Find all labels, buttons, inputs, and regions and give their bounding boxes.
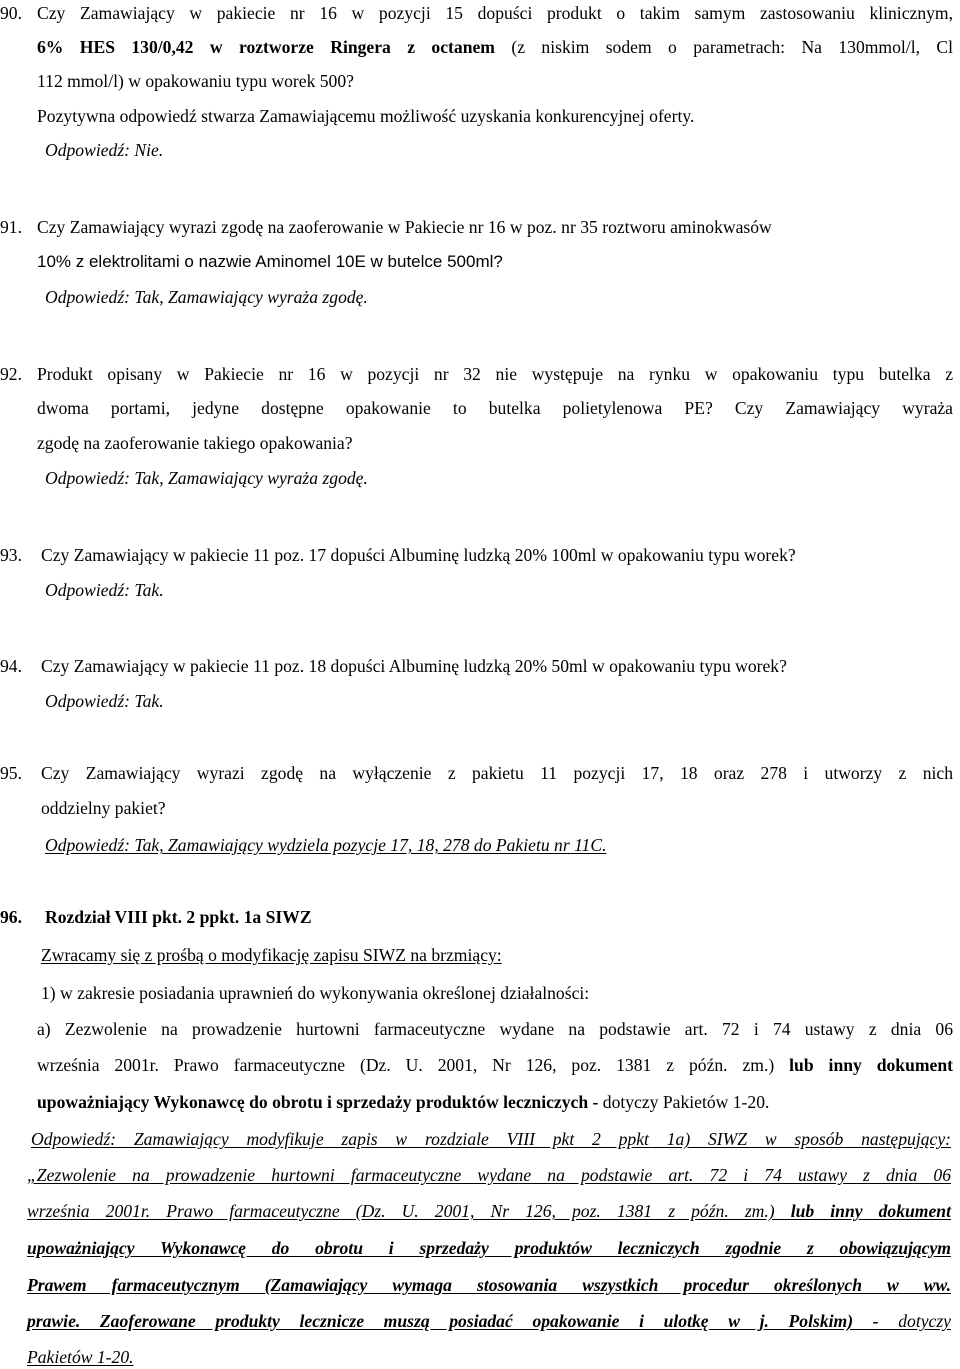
question-92-line-2: dwoma portami, jedyne dostępne opakowanie to butelka polietylenowa PE? Czy Zamawiający wyraża	[37, 398, 953, 418]
question-90-line-2-rest: (z niskim sodem o parametrach: Na 130mmol/l, Cl	[494, 37, 954, 57]
a-line-2-bold: lub inny dokument	[789, 1055, 953, 1075]
answer-95: Odpowiedź: Tak, Zamawiający wydziela pozycje 17, 18, 278 do Pakietu nr 11C.	[45, 835, 607, 855]
question-90-line-1: Czy Zamawiający w pakiecie nr 16 w pozycji 15 dopuści produkt o takim samym zastosowaniu klinicznym,	[37, 3, 953, 23]
answer-96-line-2: „Zezwolenie na prowadzenie hurtowni farmaceutyczne wydane na podstawie art. 72 i 74 ustawy z dnia 06	[27, 1165, 951, 1185]
question-92-line-1: Produkt opisany w Pakiecie nr 16 w pozycji nr 32 nie występuje na rynku w opakowaniu typu butelka z	[37, 364, 953, 384]
question-96-a-line-1: a) Zezwolenie na prowadzenie hurtowni farmaceutyczne wydane na podstawie art. 72 i 74 ustawy z dnia 06	[37, 1019, 953, 1039]
question-number-91: 91.	[0, 217, 22, 237]
answer-96-line-4: upoważniający Wykonawcę do obrotu i sprzedaży produktów leczniczych zgodnie z obowiązującym	[27, 1238, 951, 1258]
question-number-96: 96.	[0, 907, 22, 927]
question-94-line-1: Czy Zamawiający w pakiecie 11 poz. 18 dopuści Albuminę ludzką 20% 50ml w opakowaniu typu worek?	[41, 656, 787, 676]
question-90-line-3: 112 mmol/l) w opakowaniu typu worek 500?	[37, 71, 354, 91]
question-91-line-2: 10% z elektrolitami o nazwie Aminomel 10E w butelce 500ml?	[37, 252, 503, 271]
question-96-request: Zwracamy się z prośbą o modyfikację zapisu SIWZ na brzmiący:	[41, 945, 502, 965]
question-number-90: 90.	[0, 3, 22, 23]
answer-96-line-3	[27, 1201, 951, 1222]
answer-93: Odpowiedź: Tak.	[45, 580, 164, 600]
question-number-92: 92.	[0, 364, 22, 384]
answer-96-line-6	[27, 1311, 951, 1332]
question-95-line-1: Czy Zamawiający wyrazi zgodę na wyłączenie z pakietu 11 pozycji 17, 18 oraz 278 i utworzy z nich	[41, 763, 953, 783]
question-96-a-line-3	[37, 1092, 769, 1113]
ans-line-3-plain: września 2001r. Prawo farmaceutyczne (Dz. U. 2001, Nr 126, poz. 1381 z późn. zm.)	[27, 1201, 791, 1221]
answer-90: Odpowiedź: Nie.	[45, 140, 164, 160]
answer-94: Odpowiedź: Tak.	[45, 691, 164, 711]
ans-line-6-bold: prawie. Zaoferowane produkty lecznicze muszą posiadać opakowanie i ulotkę w j. Polskim) -	[27, 1311, 899, 1331]
answer-91: Odpowiedź: Tak, Zamawiający wyraża zgodę.	[45, 287, 368, 307]
a-line-3-bold: upoważniający Wykonawcę do obrotu i sprzedaży produktów leczniczych -	[37, 1092, 603, 1112]
question-95-line-2: oddzielny pakiet?	[41, 798, 166, 818]
ans-line-6-plain: dotyczy	[898, 1311, 951, 1331]
ans-line-3-bold: lub inny dokument	[790, 1201, 951, 1221]
question-number-94: 94.	[0, 656, 22, 676]
question-number-93: 93.	[0, 545, 22, 565]
answer-92: Odpowiedź: Tak, Zamawiający wyraża zgodę.	[45, 468, 368, 488]
a-line-2-plain: września 2001r. Prawo farmaceutyczne (Dz. U. 2001, Nr 126, poz. 1381 z późn. zm.)	[37, 1055, 790, 1075]
a-line-3-plain: dotyczy Pakietów 1-20.	[602, 1092, 770, 1112]
answer-96-line-7: Pakietów 1-20.	[27, 1347, 134, 1367]
question-92-line-3: zgodę na zaoferowanie takiego opakowania?	[37, 433, 353, 453]
question-93-line-1: Czy Zamawiający w pakiecie 11 poz. 17 dopuści Albuminę ludzką 20% 100ml w opakowaniu typu worek?	[41, 545, 796, 565]
question-90-line-4: Pozytywna odpowiedź stwarza Zamawiającemu możliwość uzyskania konkurencyjnej oferty.	[37, 106, 695, 126]
question-90-line-2	[37, 37, 953, 58]
question-91-line-1: Czy Zamawiający wyrazi zgodę na zaoferowanie w Pakiecie nr 16 w poz. nr 35 roztworu aminokwasów	[37, 217, 772, 237]
answer-96-line-5: Prawem farmaceutycznym (Zamawiający wymaga stosowania wszystkich procedur określonych w ww.	[27, 1275, 951, 1295]
product-name-bold: 6% HES 130/0,42 w roztworze Ringera z octanem	[37, 37, 495, 57]
question-number-95: 95.	[0, 763, 22, 783]
question-96-heading: Rozdział VIII pkt. 2 ppkt. 1a SIWZ	[45, 907, 312, 927]
question-96-point-1: 1) w zakresie posiadania uprawnień do wykonywania określonej działalności:	[41, 983, 590, 1003]
answer-96-line-1: Odpowiedź: Zamawiający modyfikuje zapis w rozdziale VIII pkt 2 ppkt 1a) SIWZ w sposób następujący:	[31, 1129, 951, 1149]
question-96-a-line-2	[37, 1055, 953, 1076]
